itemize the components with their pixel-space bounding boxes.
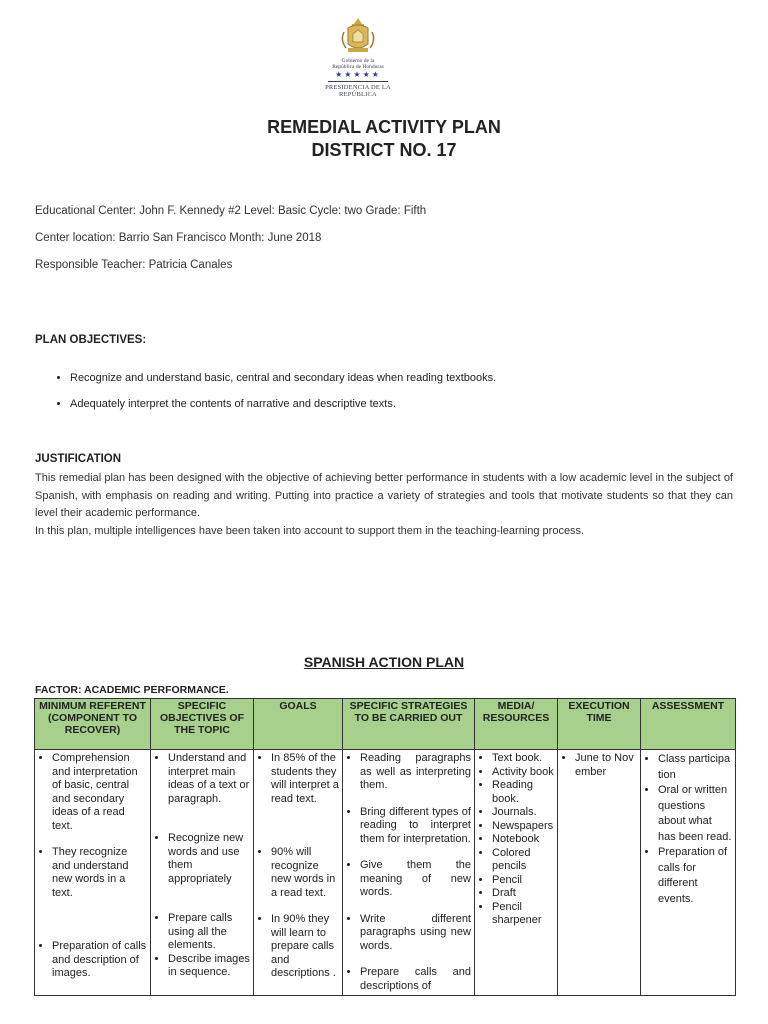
list-item: • Pencil [492, 874, 554, 888]
objectives-list [35, 371, 496, 423]
document-subtitle: DISTRICT NO. 17 [311, 140, 457, 160]
list-item: • Describe images in sequence. [168, 953, 250, 980]
list-item: • Comprehension and interpretation of basic, central and secondary ideas of a read text. [52, 752, 147, 833]
cell-assessment [641, 750, 736, 996]
justification-paragraph: In this plan, multiple intelligences have been taken into account to support them in the teaching-learning process. [35, 524, 585, 537]
logo-stars: ★★★★★ [335, 70, 381, 79]
info-educational-center: Educational Center: John F. Kennedy #2 Level: Basic Cycle: two Grade: Fifth [35, 205, 427, 217]
cell-objectives [151, 750, 254, 996]
info-responsible-teacher: Responsible Teacher: Patricia Canales [35, 259, 233, 271]
column-header: GOALS [254, 699, 343, 750]
table-row [35, 750, 736, 996]
list-item: • Reading book. [492, 779, 554, 806]
list-item: • Pencil sharpener [492, 901, 554, 928]
list-item: • Write different paragraphs using new words. [360, 913, 471, 954]
list-item: • Bring different types of reading to interpret them for interpretation. [360, 806, 471, 847]
column-header: ASSESSMENT [641, 699, 736, 750]
objective-item: • Recognize and understand basic, central and secondary ideas when reading textbooks. [70, 371, 496, 385]
seal-emblem-icon [318, 14, 398, 58]
logo-line-3: PRESIDENCIA DE LA REPÚBLICA [325, 84, 391, 98]
logo-line-2: República de Honduras [332, 64, 384, 70]
column-header: EXECUTION TIME [558, 699, 641, 750]
list-item: • Oral or written questions about what has been read. [658, 783, 732, 845]
government-seal-logo [318, 14, 398, 96]
action-plan-table [34, 698, 736, 996]
logo-line-1: Gobierno de la [341, 58, 375, 64]
list-item: • Give them the meaning of new words. [360, 859, 471, 900]
list-item: • Prepare calls and descriptions of [360, 966, 471, 993]
list-item: • Prepare calls using all the elements. [168, 912, 250, 953]
list-item: • Reading paragraphs as well as interpreting them. [360, 752, 471, 793]
list-item: • In 85% of the students they will interpret a read text. [271, 752, 339, 806]
list-item: • Preparation of calls for different events. [658, 845, 732, 907]
list-item: • June to November [575, 752, 637, 779]
justification-heading: JUSTIFICATION [35, 453, 122, 465]
info-center-location: Center location: Barrio San Francisco Month: June 2018 [35, 232, 322, 244]
list-item: • They recognize and understand new words in a text. [52, 846, 147, 900]
list-item: • Class participation [658, 752, 732, 783]
action-plan-factor: FACTOR: ACADEMIC PERFORMANCE. [35, 684, 229, 696]
list-item: • Newspapers [492, 820, 554, 834]
list-item: • Preparation of calls and description of images. [52, 940, 147, 981]
objective-item: • Adequately interpret the contents of narrative and descriptive texts. [70, 397, 496, 411]
column-header: SPECIFIC STRATEGIES TO BE CARRIED OUT [343, 699, 475, 750]
list-item: • 90% will recognize new words in a read text. [271, 846, 339, 900]
cell-execution-time [558, 750, 641, 996]
list-item: • Colored pencils [492, 847, 554, 874]
logo-divider [328, 81, 388, 82]
table-header-row [35, 699, 736, 750]
list-item: • Activity book [492, 766, 554, 780]
list-item: • Journals. [492, 806, 554, 820]
column-header: SPECIFIC OBJECTIVES OF THE TOPIC [151, 699, 254, 750]
list-item: • In 90% they will learn to prepare calls and descriptions . [271, 913, 339, 981]
column-header: MEDIA/ RESOURCES [475, 699, 558, 750]
list-item: • Text book. [492, 752, 554, 766]
column-header: MINIMUM REFERENT (COMPONENT TO RECOVER) [35, 699, 151, 750]
cell-referent [35, 750, 151, 996]
action-plan-title: SPANISH ACTION PLAN [303, 654, 465, 670]
justification-paragraph: This remedial plan has been designed with the objective of achieving better performance in students with a low academic level in the subject of Spanish, with emphasis on reading and writing. Putting into practice a variety of strategies and tools that motivate students so that they can level their academic performance. [35, 472, 733, 519]
cell-goals [254, 750, 343, 996]
list-item: • Recognize new words and use them appropriately [168, 832, 250, 886]
list-item: • Draft [492, 887, 554, 901]
document-title: REMEDIAL ACTIVITY PLAN [267, 117, 501, 137]
justification-text [35, 470, 733, 540]
list-item: • Notebook [492, 833, 554, 847]
cell-resources [475, 750, 558, 996]
objectives-heading: PLAN OBJECTIVES: [35, 334, 147, 346]
cell-strategies [343, 750, 475, 996]
list-item: • Understand and interpret main ideas of a text or paragraph. [168, 752, 250, 806]
